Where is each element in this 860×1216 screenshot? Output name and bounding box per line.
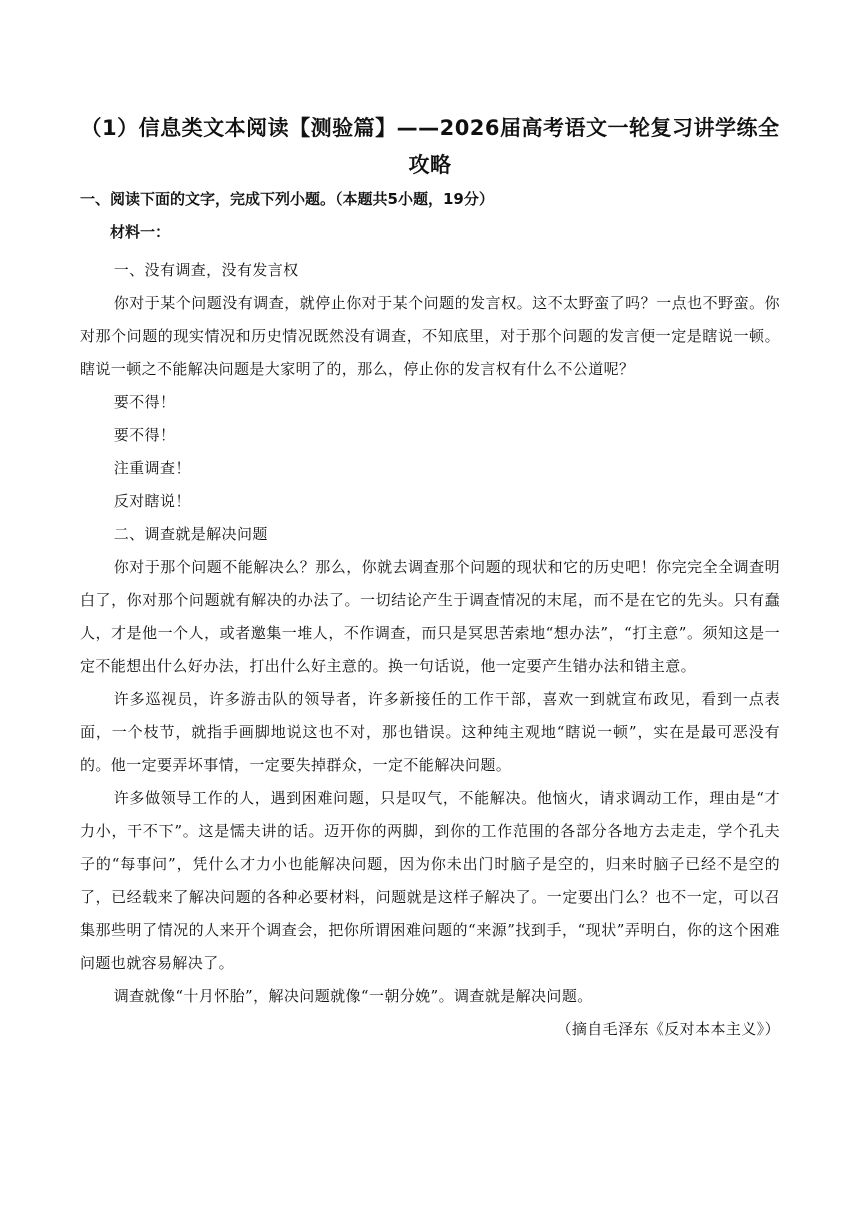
subheading: 一、没有调查，没有发言权 bbox=[113, 261, 299, 279]
document-title: （1）信息类文本阅读【测验篇】——2026届高考语文一轮复习讲学练全攻略 bbox=[80, 116, 780, 177]
paragraph: 许多巡视员，许多游击队的领导者，许多新接任的工作干部，喜欢一到就宣布政见，看到一点表面，一个枝节，就指手画脚地说这也不对，那也错误。这种纯主观地“瞎说一顿”，实在是最可恶没有的。他一定要弄坏事情，一定要失掉群众，一定不能解决问题。 bbox=[80, 690, 780, 774]
paragraph: 调查就像“十月怀胎”，解决问题就像“一朝分娩”。调查就是解决问题。 bbox=[113, 987, 593, 1005]
section-heading: 一、阅读下面的文字，完成下列小题。（本题共5小题，19分） bbox=[80, 190, 494, 208]
source-citation: （摘自毛泽东《反对本本主义》） bbox=[556, 1020, 780, 1038]
exclamation-line: 注重调查！ bbox=[113, 459, 191, 477]
exclamation-line: 反对瞎说！ bbox=[113, 492, 191, 510]
paragraph: 你对于那个问题不能解决么？那么，你就去调查那个问题的现状和它的历史吧！你完完全全调查明白了，你对那个问题就有解决的办法了。一切结论产生于调查情况的末尾，而不是在它的先头。只有蠢人，才是他一个人，或者邀集一堆人，不作调查，而只是冥思苦索地“想办法”，“打主意”。须知这是一定不能想出什么好办法，打出什么好主意的。换一句话说，他一定要产生错办法和错主意。 bbox=[80, 558, 780, 675]
paragraph: 许多做领导工作的人，遇到困难问题，只是叹气，不能解决。他恼火，请求调动工作，理由是“才力小，干不下”。这是懦夫讲的话。迈开你的两脚，到你的工作范围的各部分各地方去走走，学个孔夫子的“每事问”，凭什么才力小也能解决问题，因为你未出门时脑子是空的，归来时脑子已经不是空的了，已经载来了解决问题的各种必要材料，问题就是这样子解决了。一定要出门么？也不一定，可以召集那些明了情况的人来开个调查会，把你所谓困难问题的“来源”找到手，“现状”弄明白，你的这个困难问题也就容易解决了。 bbox=[80, 789, 780, 972]
paragraph: 你对于某个问题没有调查，就停止你对于某个问题的发言权。这不太野蛮了吗？一点也不野蛮。你对那个问题的现实情况和历史情况既然没有调查，不知底里，对于那个问题的发言便一定是瞎说一顿。瞎说一顿之不能解决问题是大家明了的，那么，停止你的发言权有什么不公道呢？ bbox=[80, 294, 780, 378]
document-page bbox=[80, 110, 780, 1046]
material-label: 材料一： bbox=[110, 223, 171, 241]
exclamation-line: 要不得！ bbox=[113, 426, 176, 444]
subheading: 二、调查就是解决问题 bbox=[113, 525, 268, 543]
exclamation-line: 要不得！ bbox=[113, 393, 176, 411]
